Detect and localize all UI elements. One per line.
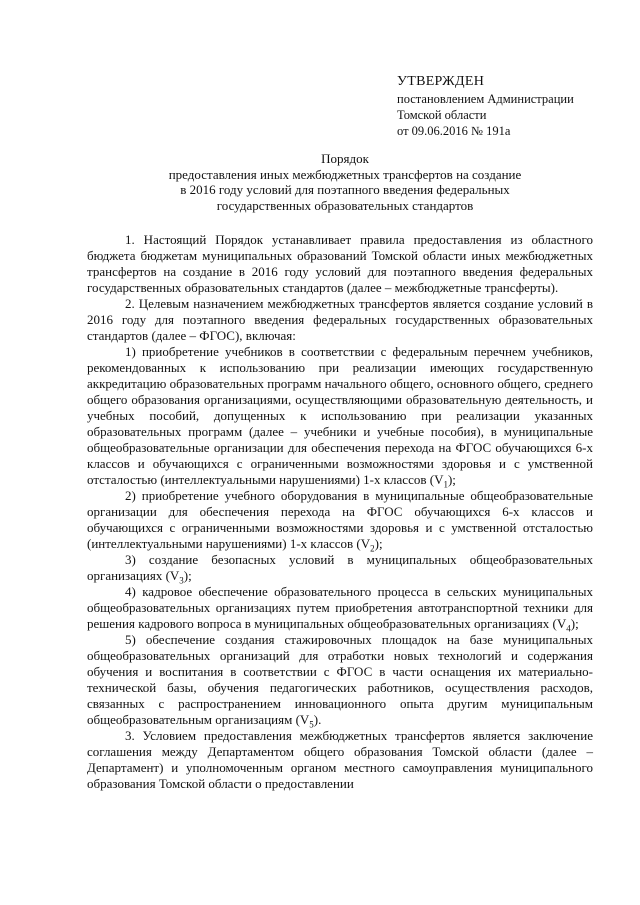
title-line: Порядок: [321, 151, 369, 166]
list-item-end: );: [570, 616, 579, 631]
list-item-text: 5) обеспечение создания стажировочных площадок на базе муниципальных общеобразовательных организаций для отработки новых технологий и содержания обучения и воспитания в соответствии с ФГОС в части оснащения их материально-технической базы, обучения педагогических работников, осуществления расходов, связанных с распространением инновационного опыта другим муниципальным общеобразовательным организациям (V: [87, 632, 593, 727]
subscript-index: 3: [179, 575, 184, 586]
paragraph-2: 2. Целевым назначением межбюджетных трансфертов является создание условий в 2016 году для поэтапного введения федеральных государственных образовательных стандартов (далее – ФГОС), включая:: [87, 296, 593, 343]
subscript-index: 2: [370, 543, 375, 554]
title-line: государственных образовательных стандартов: [216, 197, 474, 213]
document-body: [87, 232, 593, 792]
approval-heading: УТВЕРЖДЕН: [397, 74, 485, 89]
list-item-text: 3) создание безопасных условий в муниципальных общеобразовательных организациях (V: [87, 552, 593, 583]
approval-line: Томской области: [397, 108, 487, 122]
list-item-end: );: [183, 568, 192, 583]
approval-stamp: [397, 72, 617, 139]
paragraph-1: 1. Настоящий Порядок устанавливает правила предоставления из областного бюджета бюджетам муниципальных образований Томской области иных межбюджетных трансфертов на создание в 2016 году условий для поэтапного введения федеральных государственных образовательных стандартов (далее – межбюджетные трансферты).: [87, 232, 593, 295]
list-item-text: 2) приобретение учебного оборудования в муниципальные общеобразовательные организации для обеспечения перехода на ФГОС обучающихся 6-х классов и обучающихся с ограниченными возможностями здоровья и с умственной отсталостью (интеллектуальными нарушениями) 1-х классов (V: [87, 488, 593, 551]
title-line: в 2016 году условий для поэтапного введения федеральных: [180, 182, 510, 198]
document-title: [110, 151, 580, 213]
approval-line: от 09.06.2016 № 191а: [397, 124, 511, 138]
list-item-end: );: [447, 472, 456, 487]
list-item-3: [87, 552, 593, 584]
list-item-1: [87, 344, 593, 488]
list-item-4: [87, 584, 593, 632]
list-item-end: );: [374, 536, 383, 551]
paragraph-3: 3. Условием предоставления межбюджетных трансфертов является заключение соглашения между Департаментом общего образования Томской области (далее – Департамент) и уполномоченным органом местного самоуправления муниципального образования Томской области о предоставлении: [87, 728, 593, 791]
list-item-5: [87, 632, 593, 728]
list-item-2: [87, 488, 593, 552]
subscript-index: 4: [566, 623, 571, 634]
subscript-index: 1: [443, 479, 448, 490]
approval-line: постановлением Администрации: [397, 92, 574, 106]
title-line: предоставления иных межбюджетных трансфертов на создание: [168, 166, 522, 182]
subscript-index: 5: [309, 719, 314, 730]
list-item-text: 1) приобретение учебников в соответствии с федеральным перечнем учебников, рекомендованных к использованию при реализации имеющих государственную аккредитацию образовательных программ начального общего, основного общего, среднего общего образования организациями, осуществляющими образовательную деятельность, и учебных пособий, допущенных к использованию при реализации указанных образовательных программ (далее – учебники и учебные пособия), в муниципальные общеобразовательные организации для обеспечения перехода на ФГОС обучающихся 6-х классов и обучающихся с ограниченными возможностями здоровья и с умственной отсталостью (интеллектуальными нарушениями) 1-х классов (V: [87, 344, 593, 487]
list-item-end: ).: [313, 712, 322, 727]
list-item-text: 4) кадровое обеспечение образовательного процесса в сельских муниципальных общеобразовательных организациях путем приобретения автотранспортной техники для решения кадрового вопроса в муниципальных общеобразовательных организациях (V: [87, 584, 593, 631]
